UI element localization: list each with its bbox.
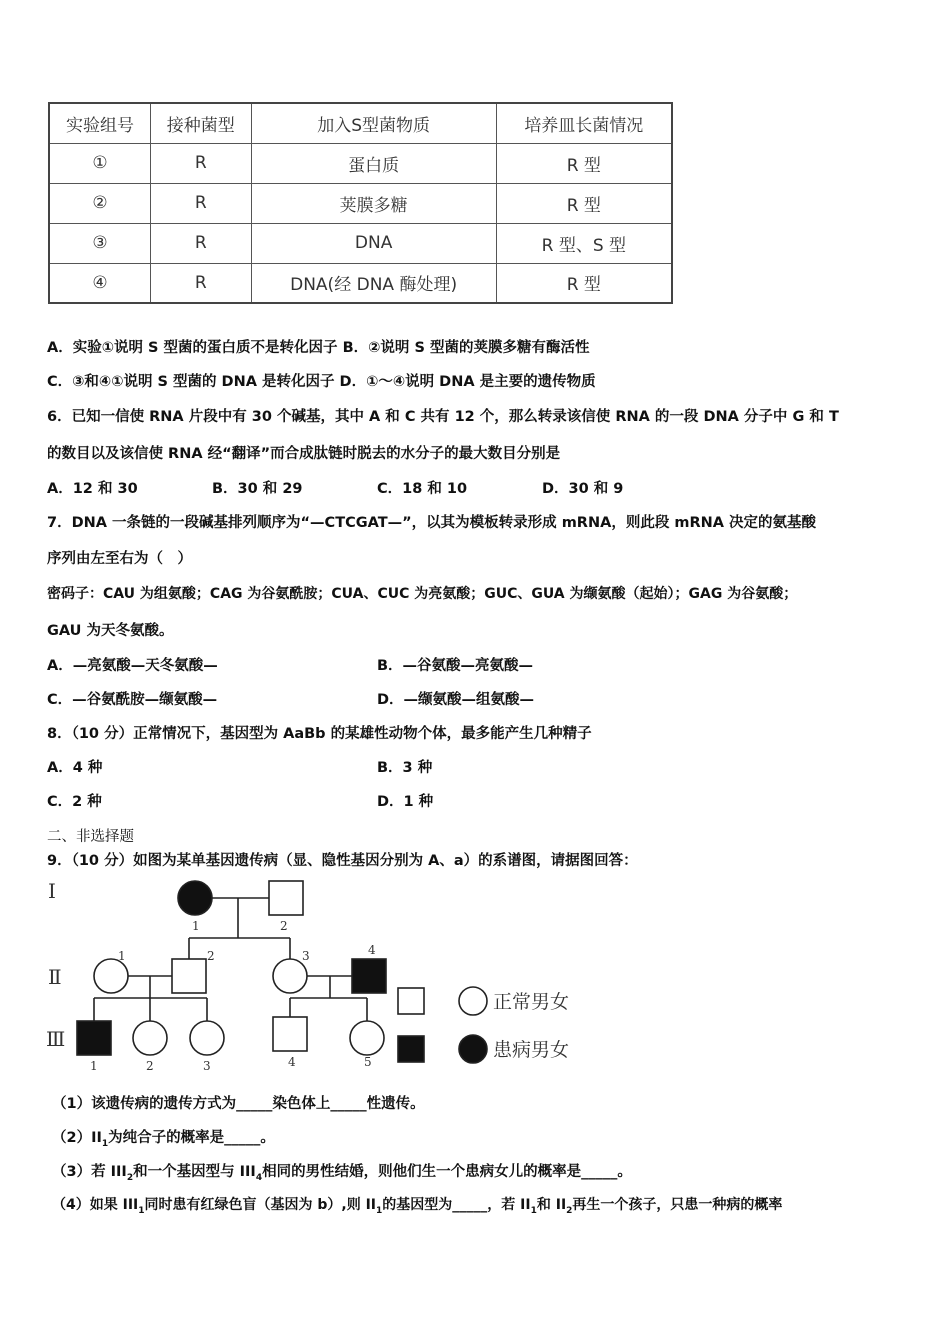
- q8-option-b: B．3 种: [377, 760, 433, 776]
- sub1-text: 染色体上: [272, 1096, 331, 1112]
- q7-codons: GAU 为天冬氨酸。: [47, 623, 174, 639]
- affected-female: [178, 881, 212, 915]
- table-row: [49, 263, 672, 303]
- table-row: [49, 183, 672, 223]
- answer-blank[interactable]: _____: [236, 1096, 273, 1112]
- table-cell: R: [150, 263, 251, 303]
- table-cell: ④: [49, 263, 150, 303]
- q8-option-a: A．4 种: [47, 760, 103, 776]
- q9-sub3: [52, 1160, 632, 1183]
- individual-number: 3: [203, 1059, 211, 1073]
- subscript: 1: [376, 1205, 383, 1216]
- table-row: [49, 223, 672, 263]
- affected-male: [352, 959, 386, 993]
- individual-number: 2: [280, 919, 288, 933]
- q6-option-c: C．18 和 10: [377, 481, 468, 497]
- sub3-text: 相同的男性结婚，则他们生一个患病女儿的概率是: [262, 1164, 582, 1180]
- sub1-text: （1）该遗传病的遗传方式为: [52, 1096, 237, 1112]
- normal-female: [133, 1021, 167, 1055]
- pedigree-chart: [44, 876, 604, 1074]
- q6-option-a: A．12 和 30: [47, 481, 138, 497]
- subscript: 1: [138, 1205, 145, 1216]
- answer-blank[interactable]: _____: [581, 1164, 618, 1180]
- normal-female: [350, 1021, 384, 1055]
- sub1-text: 性遗传。: [366, 1096, 425, 1112]
- table-header: 接种菌型: [150, 103, 251, 143]
- q8-option-c: C．2 种: [47, 794, 102, 810]
- sub4-text: 再生一个孩子，只患一种病的概率: [572, 1197, 783, 1213]
- legend-affected-male: [398, 1036, 424, 1062]
- individual-number: 4: [368, 943, 376, 957]
- sub2-text: 为纯合子的概率是: [108, 1130, 225, 1146]
- table-header: 加入S型菌物质: [251, 103, 496, 143]
- individual-number: 3: [302, 949, 310, 963]
- answer-blank[interactable]: _____: [452, 1197, 488, 1213]
- legend-normal-female: [459, 987, 487, 1015]
- table-cell: R: [150, 183, 251, 223]
- normal-male: [273, 1017, 307, 1051]
- table-cell: ②: [49, 183, 150, 223]
- q6-stem: 的数目以及该信使 RNA 经“翻译”而合成肽链时脱去的水分子的最大数目分别是: [47, 446, 561, 462]
- experiment-table: [48, 102, 673, 304]
- normal-male: [172, 959, 206, 993]
- q5-option-line: A．实验①说明 S 型菌的蛋白质不是转化因子 B．②说明 S 型菌的荚膜多糖有酶活性: [47, 340, 590, 356]
- q7-stem: 序列由左至右为（ ）: [47, 551, 192, 567]
- gen-label: Ⅲ: [46, 1027, 66, 1051]
- table-header: 培养皿长菌情况: [496, 103, 672, 143]
- q8-option-d: D．1 种: [377, 794, 434, 810]
- sub3-text: 。: [617, 1164, 632, 1180]
- sub2-text: 。: [260, 1130, 275, 1146]
- q8-stem: 8．（10 分）正常情况下，基因型为 AaBb 的某雄性动物个体，最多能产生几种精子: [47, 726, 592, 742]
- sub3-text: （3）若 III: [52, 1164, 127, 1180]
- table-cell: R: [150, 143, 251, 183]
- q7-option-d: D．—缬氨酸—组氨酸—: [377, 692, 535, 708]
- q9-sub4: [52, 1194, 782, 1216]
- individual-number: 2: [207, 949, 215, 963]
- affected-male: [77, 1021, 111, 1055]
- sub4-text: 和 II: [536, 1197, 567, 1213]
- answer-blank[interactable]: _____: [330, 1096, 367, 1112]
- sub3-text: 和一个基因型与 III: [133, 1164, 256, 1180]
- sub4-text: ，若 II: [487, 1197, 531, 1213]
- table-header: 实验组号: [49, 103, 150, 143]
- sub4-text: 的基因型为: [382, 1197, 453, 1213]
- individual-number: 5: [364, 1055, 372, 1069]
- table-cell: ①: [49, 143, 150, 183]
- legend-normal-male: [398, 988, 424, 1014]
- table-cell: R 型: [496, 143, 672, 183]
- q7-option-a: A．—亮氨酸—天冬氨酸—: [47, 658, 218, 674]
- legend-affected-label: 患病男女: [493, 1039, 570, 1061]
- q7-option-c: C．—谷氨酰胺—缬氨酸—: [47, 692, 218, 708]
- table-cell: R 型、S 型: [496, 223, 672, 263]
- table-cell: DNA(经 DNA 酶处理): [251, 263, 496, 303]
- legend-normal-label: 正常男女: [493, 991, 570, 1013]
- q7-stem: 7．DNA 一条链的一段碱基排列顺序为“—CTCGAT—”，以其为模板转录形成 mRNA，则此段 mRNA 决定的氨基酸: [47, 515, 817, 531]
- subscript: 4: [255, 1172, 263, 1183]
- subscript: 1: [530, 1205, 537, 1216]
- table-cell: R 型: [496, 183, 672, 223]
- table-cell: R: [150, 223, 251, 263]
- q7-codons: 密码子：CAU 为组氨酸；CAG 为谷氨酰胺；CUA、CUC 为亮氨酸；GUC、GUA 为缬氨酸（起始）；GAG 为谷氨酸；: [47, 586, 798, 602]
- legend-affected-female: [459, 1035, 487, 1063]
- table-cell: ③: [49, 223, 150, 263]
- q9-stem: 9．（10 分）如图为某单基因遗传病（显、隐性基因分别为 A、a）的系谱图，请据图回答：: [47, 853, 638, 869]
- individual-number: 4: [288, 1055, 296, 1069]
- subscript: 2: [566, 1205, 573, 1216]
- individual-number: 2: [146, 1059, 154, 1073]
- q7-option-b: B．—谷氨酸—亮氨酸—: [377, 658, 534, 674]
- q9-sub1: [52, 1092, 425, 1113]
- table-cell: DNA: [251, 223, 496, 263]
- normal-female: [273, 959, 307, 993]
- normal-male: [269, 881, 303, 915]
- q6-option-b: B．30 和 29: [212, 481, 303, 497]
- section-heading: 二、非选择题: [47, 829, 134, 845]
- answer-blank[interactable]: _____: [224, 1130, 261, 1146]
- table-cell: 蛋白质: [251, 143, 496, 183]
- q6-stem: 6．已知一信使 RNA 片段中有 30 个碱基，其中 A 和 C 共有 12 个，那么转录该信使 RNA 的一段 DNA 分子中 G 和 T: [47, 409, 839, 425]
- q6-option-d: D．30 和 9: [542, 481, 624, 497]
- gen-label: Ⅱ: [48, 965, 62, 989]
- q9-sub2: [52, 1126, 275, 1149]
- sub2-text: （2）II: [52, 1130, 102, 1146]
- normal-female: [94, 959, 128, 993]
- individual-number: 1: [118, 949, 126, 963]
- table-cell: 荚膜多糖: [251, 183, 496, 223]
- table-row: [49, 143, 672, 183]
- table-cell: R 型: [496, 263, 672, 303]
- sub4-text: 同时患有红绿色盲（基因为 b）,则 II: [144, 1197, 377, 1213]
- subscript: 2: [126, 1172, 134, 1183]
- normal-female: [190, 1021, 224, 1055]
- individual-number: 1: [90, 1059, 98, 1073]
- subscript: 1: [101, 1138, 109, 1149]
- sub4-text: （4）如果 III: [52, 1197, 139, 1213]
- individual-number: 1: [192, 919, 200, 933]
- q5-option-line: C．③和④①说明 S 型菌的 DNA 是转化因子 D．①～④说明 DNA 是主要的遗传物质: [47, 374, 596, 390]
- gen-label: Ⅰ: [48, 879, 56, 903]
